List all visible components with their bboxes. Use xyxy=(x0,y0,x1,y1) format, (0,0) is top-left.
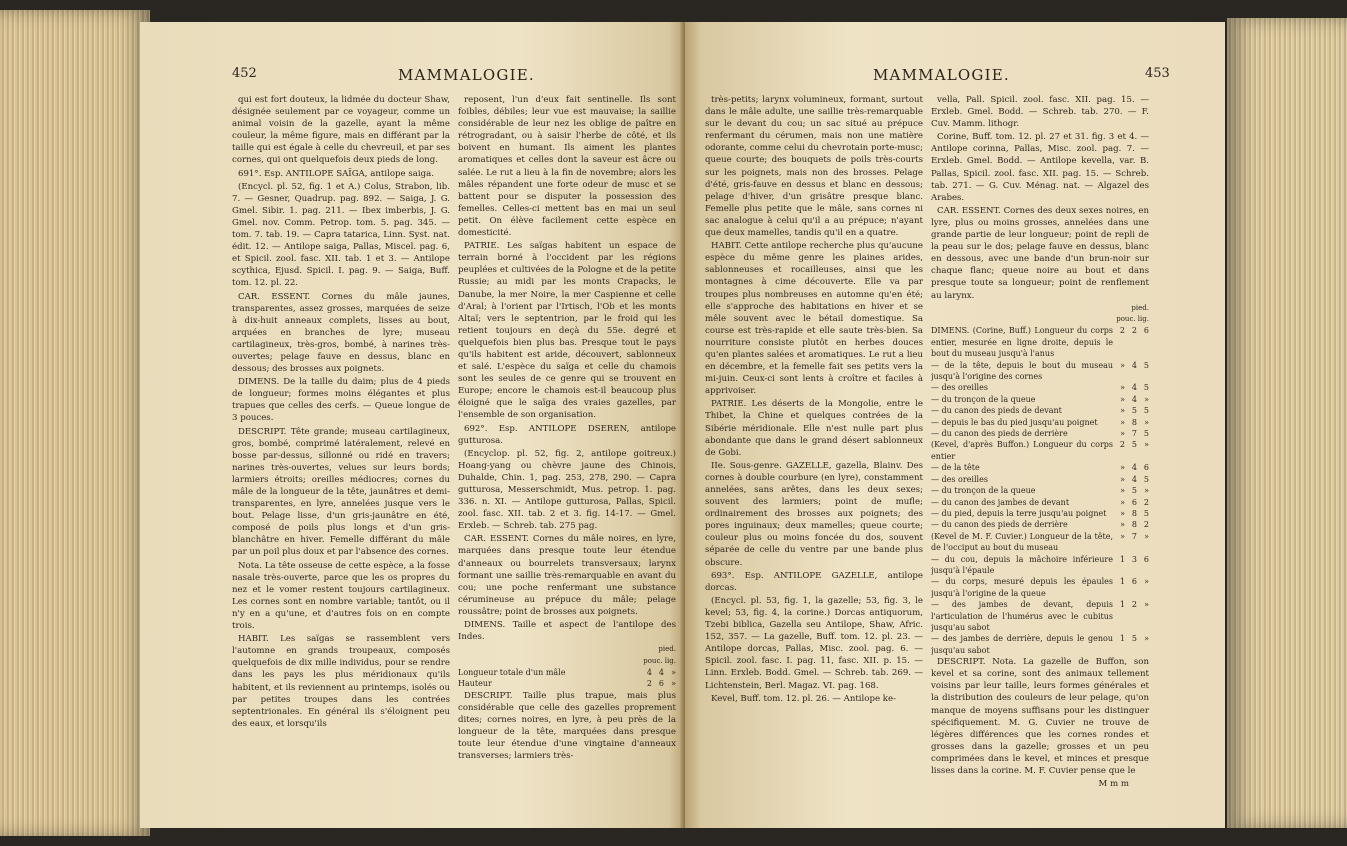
table-row xyxy=(931,417,1149,428)
dim-label: — du canon des jambes de devant xyxy=(931,497,1070,507)
left-page-stack-edge xyxy=(0,10,150,836)
dim-value: 3 xyxy=(1131,554,1137,564)
dim-value: 4 xyxy=(1131,360,1137,370)
dim-value: 8 xyxy=(1131,508,1137,518)
dim-value: » xyxy=(1120,497,1125,507)
dim-label: — du tronçon de la queue xyxy=(931,394,1036,404)
dim-value: 2 xyxy=(1131,600,1137,610)
left-column-2-end xyxy=(458,690,676,763)
paragraph: HABIT. Cette antilope recherche plus qu'aucune espèce du même genre les plaines arides, sablonneuses et rocailleuses, ainsi que les montagnes à cime découverte. Elle va par troupes plus nombreuses en automne qu'en été; elle s'approche des habitations en hiver et se mêle souvent avec le bétail domestique. Sa course est très-rapide et elle saute très-bien. Sa nourriture consiste plutôt en herbes douces qu'en plantes salées et aromatiques. Le rut a lieu en décembre, et la femelle fait ses petits vers la mi-juin. Ceux-ci sont lents à croître et faciles à apprivoiser. xyxy=(705,241,923,397)
dim-value: 1 xyxy=(1119,600,1125,610)
table-row xyxy=(931,599,1149,633)
dim-value: » xyxy=(1120,394,1125,404)
dim-value: 7 xyxy=(1131,531,1137,541)
right-column-2-text xyxy=(931,94,1149,302)
dim-value: 1 xyxy=(1119,634,1125,644)
paragraph: CAR. ESSENT. Cornes du mâle noires, en lyre, marquées dans presque toute leur étendue d'anneaux ou bourrelets transversaux; larynx formant une saillie très-remarquable en avant du cou; une poche renfermant une substance cérumineuse au prépuce du mâle; pelage roussâtre; point de brosses aux poignets. xyxy=(458,534,676,617)
dim-value: 5 xyxy=(1143,360,1149,370)
paragraph: IIe. Sous-genre. GAZELLE, gazella, Blainv. Des cornes à double courbure (en lyre), constamment annelées, sans arêtes, dans les deux sexes; souvent des larmiers; point de mufle; ordinairement des brosses aux poignets; des pores inguinaux; deux mamelles; queue courte; couleur plus ou moins foncée du dos, souvent séparée de celle du ventre par une bande plus obscure. xyxy=(705,460,923,568)
dim-label: (Kevel, d'après Buffon.) Longueur du corps entier xyxy=(931,440,1113,461)
paragraph: qui est fort douteux, la lidmée du docteur Shaw, désignée seulement par ce voyageur, comme un animal voisin de la gazelle, ayant la même couleur, la même figure, mais en différant par la taille qui est égale à celle du chevreuil, et par ses cornes, qui ont quelquefois deux pieds de long. xyxy=(232,95,450,166)
dim-value: » xyxy=(1144,531,1149,541)
paragraph: 691°. Esp. ANTILOPE SAÏGA, antilope saiga. xyxy=(238,168,434,179)
dim-value: 4 xyxy=(1131,383,1137,393)
dim-label: — de la tête xyxy=(931,463,980,473)
dim-value: » xyxy=(1120,520,1125,530)
dim-value: » xyxy=(1120,429,1125,439)
paragraph: (Encycl. pl. 53, fig. 1, la gazelle; 53, fig. 3, le kevel; 53, fig. 4, la corine.) Dorcas antiquorum, Tzebi biblica, Gazella seu Antilope, Shaw, Afric. 152, 357. — La gazelle, Buff. tom. 12. pl. 23. — Antilope dorcas, Pallas, Misc. zool. pag. 6. — Spicil. zool. fasc. I. pag. 11, fasc. XII. p. 15. — Linn. Erxleb. Bodd. Gmel. — Schreb. tab. 269. — Lichtenstein, Berl. Magaz. VI. pag. 168. xyxy=(705,595,923,691)
dim-label: — du canon des pieds de devant xyxy=(931,406,1062,416)
dim-value: » xyxy=(1120,417,1125,427)
paragraph: DESCRIPT. Tête grande; museau cartilagineux, gros, bombé, comprimé latéralement, relevé en bosse par-dessus, sillonné ou ridé en travers; narines très-ouvertes, velues sur leurs bords; larmiers étroits; oreilles médiocres; cornes du mâle de la longueur de la tête, jaunâtres et demi-transparentes, en lyre, annelées jusque vers le bout. Pelage lisse, d'un gris-jaunâtre en été, composé de poils plus longs et d'un gris-blanchâtre en hiver. Femelle différant du mâle par un poil plus doux et par l'absence des cornes. xyxy=(232,426,450,558)
signature-mark: M m m xyxy=(1098,779,1129,790)
left-column-1 xyxy=(232,94,450,731)
dim-label: Longueur totale d'un mâle xyxy=(458,668,566,678)
running-head-right: MAMMALOGIE. xyxy=(873,66,1010,84)
paragraph: (Encycl. pl. 52, fig. 1 et A.) Colus, Strabon, lib. 7. — Gesner, Quadrup. pag. 892. — Saiga, J. G. Gmel. Sibir. 1. pag. 211. — Ibex imberbis, J. G. Gmel. nov. Comm. Petrop. tom. 5. pag. 345. — tom. 7. tab. 19. — Capra tatarica, Linn. Syst. nat. édit. 12. — Antilope saiga, Pallas, Miscel. pag. 6, et Spicil. zool. fasc. XII. tab. 1 et 3. — Antilope scythica, Ejusd. Spicil. I. pag. 9. — Saiga, Buff. tom. 12. pl. 22. xyxy=(232,181,450,289)
dim-value: 1 xyxy=(1119,554,1125,564)
dim-label: — du pied, depuis la terre jusqu'au poignet xyxy=(931,508,1107,518)
running-head-left: MAMMALOGIE. xyxy=(398,66,535,84)
dim-value: 5 xyxy=(1131,440,1137,450)
paragraph: reposent, l'un d'eux fait sentinelle. Ils sont foibles, débiles; leur vue est mauvaise; la saillie considérable de leur nez les oblige de paître en rétrogradant, ou à saisir l'herbe de côté, et ils boivent en humant. Ils aiment les plantes aromatiques et celles dont la saveur est âcre ou salée. Le rut a lieu à la fin de novembre; alors les mâles répandent une forte odeur de musc et se battent pour se disputer la possession des femelles. Celles-ci mettent bas en mai un seul petit. On élève facilement cette espèce en domesticité. xyxy=(458,95,676,239)
right-page xyxy=(685,22,1225,828)
page-number-right: 453 xyxy=(1145,66,1170,81)
dim-value: » xyxy=(671,668,676,678)
dim-value: 2 xyxy=(1143,497,1149,507)
dim-value: » xyxy=(671,679,676,689)
dim-label: — des jambes de derrière, depuis le genou jusqu'au sabot xyxy=(931,634,1113,655)
dim-label: — du canon des pieds de derrière xyxy=(931,520,1068,530)
dim-label: — des oreilles xyxy=(931,474,988,484)
left-column-2 xyxy=(458,94,676,763)
dim-value: 6 xyxy=(1143,463,1149,473)
table-row xyxy=(931,325,1149,359)
dim-label: — du canon des pieds de derrière xyxy=(931,429,1068,439)
dim-value: 4 xyxy=(646,668,652,678)
dim-label: — de la tête, depuis le bout du museau jusqu'à l'origine des cornes xyxy=(931,360,1113,382)
paragraph: DESCRIPT. Taille plus trapue, mais plus considérable que celle des gazelles proprement dites; cornes noires, en lyre, à peu près de la longueur de la tête, marquées dans presque toute leur étendue d'une vingtaine d'anneaux transverses; larmiers très- xyxy=(458,690,676,762)
dim-label: DIMENS. (Corine, Buff.) Longueur du corps entier, mesurée en ligne droite, depuis le bout du museau jusqu'à l'anus xyxy=(931,326,1113,359)
dim-label: — du corps, mesuré depuis les épaules jusqu'à l'origine de la queue xyxy=(931,577,1113,598)
paragraph: vella, Pall. Spicil. zool. fasc. XII. pag. 15. — Erxleb. Gmel. Bodd. — Schreb. tab. 270. — F. Cuv. Mamm. lithogr. xyxy=(931,95,1149,130)
dim-value: 5 xyxy=(1143,429,1149,439)
paragraph: DIMENS. De la taille du daim; plus de 4 pieds de longueur; formes moins élégantes et plus trapues que celles des cerfs. — Queue longue de 3 pouces. xyxy=(232,377,450,424)
dim-value: 2 xyxy=(1119,440,1125,450)
paragraph: CAR. ESSENT. Cornes du mâle jaunes, transparentes, assez grosses, marquées de seize à dix-huit anneaux complets, lisses au bout, arquées en branches de lyre; museau cartilagineux, très-gros, bombé, à narines très-ouvertes; pelage fauve en dessus, blanc en dessous; des brosses aux poignets. xyxy=(232,291,450,375)
dim-value: 4 xyxy=(1131,474,1137,484)
dim-label: — depuis le bas du pied jusqu'au poignet xyxy=(931,417,1098,427)
dim-value: 5 xyxy=(1143,474,1149,484)
paragraph: 692°. Esp. ANTILOPE DSEREN, antilope gutturosa. xyxy=(458,423,676,446)
table-row xyxy=(931,428,1149,439)
dim-value: » xyxy=(1120,474,1125,484)
table-row xyxy=(458,678,676,689)
dim-value: » xyxy=(1144,440,1149,450)
dim-value: » xyxy=(1120,531,1125,541)
dim-value: 2 xyxy=(646,679,652,689)
dimensions-table-dseren xyxy=(458,644,676,690)
dimensions-table-gazelle xyxy=(931,303,1149,657)
paragraph: Corine, Buff. tom. 12. pl. 27 et 31. fig. 3 et 4. — Antilope corinna, Pallas, Misc. zool. pag. 7. — Erxleb. Gmel. Bodd. — Antilope kevella, var. B. Pallas, Spicil. zool. fasc. XII. pag. 15. — Schreb. tab. 271. — G. Cuv. Ménag. nat. — Algazel des Arabes. xyxy=(931,132,1149,203)
dim-value: » xyxy=(1144,394,1149,404)
dim-label: — du tronçon de la queue xyxy=(931,486,1036,496)
dim-value: 2 xyxy=(1119,326,1125,336)
dim-value: 5 xyxy=(1143,406,1149,416)
paragraph: CAR. ESSENT. Cornes des deux sexes noires, en lyre, plus ou moins grosses, annelées dans une grande partie de leur longueur; point de repli de la peau sur le dos; pelage fauve en dessus, blanc en dessous, avec une bande d'un brun-noir sur chaque flanc; queue noire au bout et dans presque toute sa longueur; point de renflement au larynx. xyxy=(931,205,1149,301)
dim-value: » xyxy=(1120,508,1125,518)
dim-value: 4 xyxy=(658,668,664,678)
paragraph: 693°. Esp. ANTILOPE GAZELLE, antilope dorcas. xyxy=(705,570,923,593)
table-row xyxy=(931,405,1149,416)
dim-value: 5 xyxy=(1143,508,1149,518)
dim-value: 5 xyxy=(1131,406,1137,416)
dim-label: — du cou, depuis la mâchoire inférieure jusqu'à l'épaule xyxy=(931,554,1113,575)
dim-value: 1 xyxy=(1119,577,1125,587)
table-row xyxy=(931,360,1149,383)
dim-value: 8 xyxy=(1131,417,1137,427)
paragraph: PATRIE. Les saïgas habitent un espace de terrain borné à l'occident par les régions peuplées et cultivées de la Pologne et de la petite Russie; au midi par les monts Crapacks, le Danube, la mer Noire, la mer Caspienne et celle d'Aral; à l'orient par l'Irtisch, l'Ob et les monts Altaï; vers le septentrion, par le froid qui les retient toujours en deçà du 55e. degré et quelquefois bien plus bas. Presque tout le pays qu'ils habitent est aride, découvert, sablonneux et salé. L'espèce du saïga et celle du chamois sont les seules de ce genre qui se trouvent en Europe; encore le chamois est-il beaucoup plus éloigné que le saïga des vraies gazelles, par l'ensemble de son organisation. xyxy=(458,241,676,421)
paragraph: très-petits; larynx volumineux, formant, surtout dans le mâle adulte, une saillie très-remarquable sur le devant du cou; un sac situé au prépuce renfermant du cérumen, mais non une matière odorante, comme celui du chevrotain porte-musc; queue courte; des bouquets de poils très-courts sur les poignets, mais non des brosses. Pelage d'été, gris-fauve en dessus et blanc en dessous; pelage d'hiver, d'un grisâtre presque blanc. Femelle plus petite que le mâle, sans cornes ni sac analogue à celui qu'il a au prépuce; n'ayant que deux mamelles, tandis qu'il en a quatre. xyxy=(705,95,923,239)
dim-value: 5 xyxy=(1131,486,1137,496)
paragraph: PATRIE. Les déserts de la Mongolie, entre le Thibet, la Chine et quelques contrées de la Sibérie méridionale. Elle n'est nulle part plus abondante que dans le grand désert sablonneux de Gobi. xyxy=(705,399,923,458)
dim-value: » xyxy=(1120,486,1125,496)
table-row xyxy=(931,462,1149,473)
dim-value: 4 xyxy=(1131,463,1137,473)
dim-value: » xyxy=(1144,634,1149,644)
paragraph: DIMENS. Taille et aspect de l'antilope des Indes. xyxy=(458,620,676,643)
dim-value: » xyxy=(1120,383,1125,393)
dim-value: 6 xyxy=(1143,554,1149,564)
table-row xyxy=(931,439,1149,462)
paragraph: Nota. La tête osseuse de cette espèce, a la fosse nasale très-ouverte, parce que les os propres du nez et le vomer restent toujours cartilagineux. Les cornes sont en nombre variable; tantôt, ou il n'y en a qu'une, et d'autres fois on en compte trois. xyxy=(232,560,450,632)
dim-value: » xyxy=(1120,406,1125,416)
dim-value: 6 xyxy=(658,679,664,689)
table-row xyxy=(931,394,1149,405)
dim-label: — des jambes de devant, depuis l'articulation de l'humérus avec le cubitus jusqu'au sabot xyxy=(931,600,1113,632)
dim-value: » xyxy=(1120,360,1125,370)
table-row xyxy=(931,576,1149,599)
dim-value: 7 xyxy=(1131,429,1137,439)
dim-header: pied. pouc. lig. xyxy=(643,645,676,665)
left-column-2-text xyxy=(458,94,676,643)
paragraph: (Encyclop. pl. 52, fig. 2, antilope goitreux.) Hoang-yang ou chèvre jaune des Chinois, Duhalde, Chin. 1, pag. 253, 278, 290. — Capra gutturosa, Messerschmidt, Mus. petrop. 1. pag. 336. n. XI. — Antilope gutturosa, Pallas, Spicil. zool. fasc. XII. tab. 2 et 3. fig. 14-17. — Gmel. Erxleb. — Schreb. tab. 275 pag. xyxy=(458,448,676,532)
dim-value: 4 xyxy=(1131,394,1137,404)
dim-value: 5 xyxy=(1131,634,1137,644)
dim-header: pied. pouc. lig. xyxy=(1116,303,1149,323)
paragraph: DESCRIPT. Nota. La gazelle de Buffon, son kevel et sa corine, sont des animaux tellement voisins par leur taille, leurs formes générales et la distribution des couleurs de leur pelage, qu'on manque de moyens suffisans pour les distinguer spécifiquement. M. G. Cuvier ne trouve de légères différences que les cornes rondes et grosses dans la gazelle; grosses et un peu comprimées dans le kevel, et minces et presque lisses dans la corine. M. F. Cuvier pense que le xyxy=(931,657,1149,777)
table-row xyxy=(458,667,676,678)
dim-value: 6 xyxy=(1143,326,1149,336)
table-row xyxy=(931,485,1149,496)
dim-label: Hauteur xyxy=(458,679,492,689)
paragraph: Kevel, Buff. tom. 12. pl. 26. — Antilope ke- xyxy=(711,693,896,704)
dim-value: » xyxy=(1120,463,1125,473)
table-row xyxy=(931,474,1149,485)
table-row xyxy=(931,382,1149,393)
dim-value: 2 xyxy=(1131,326,1137,336)
page-number-left: 452 xyxy=(232,66,257,81)
right-page-stack-edge xyxy=(1227,18,1347,828)
table-row xyxy=(931,554,1149,577)
table-row xyxy=(931,531,1149,554)
right-column-1 xyxy=(705,94,923,706)
table-row xyxy=(931,633,1149,656)
table-row xyxy=(931,497,1149,508)
right-column-2 xyxy=(931,94,1149,790)
dim-value: 5 xyxy=(1143,383,1149,393)
right-column-2-end xyxy=(931,656,1149,777)
dim-value: » xyxy=(1144,417,1149,427)
dim-value: 2 xyxy=(1143,520,1149,530)
dim-value: 6 xyxy=(1131,497,1137,507)
left-page xyxy=(140,22,685,828)
dim-value: » xyxy=(1144,486,1149,496)
table-row xyxy=(931,508,1149,519)
table-row xyxy=(931,519,1149,530)
dim-value: 6 xyxy=(1131,577,1137,587)
dim-value: 8 xyxy=(1131,520,1137,530)
paragraph: HABIT. Les saïgas se rassemblent vers l'automne en grands troupeaux, composés quelquefois de dix mille individus, pour se rendre dans les pays les plus méridionaux qu'ils habitent, et ils reviennent au printemps, isolés ou par petites troupes dans les contrées septentrionales. En général ils s'éloignent peu des eaux, et lorsqu'ils xyxy=(232,634,450,729)
dim-value: » xyxy=(1144,577,1149,587)
dim-label: (Kevel de M. F. Cuvier.) Longueur de la tête, de l'occiput au bout du museau xyxy=(931,531,1113,553)
dim-value: » xyxy=(1144,600,1149,610)
dim-label: — des oreilles xyxy=(931,383,988,393)
